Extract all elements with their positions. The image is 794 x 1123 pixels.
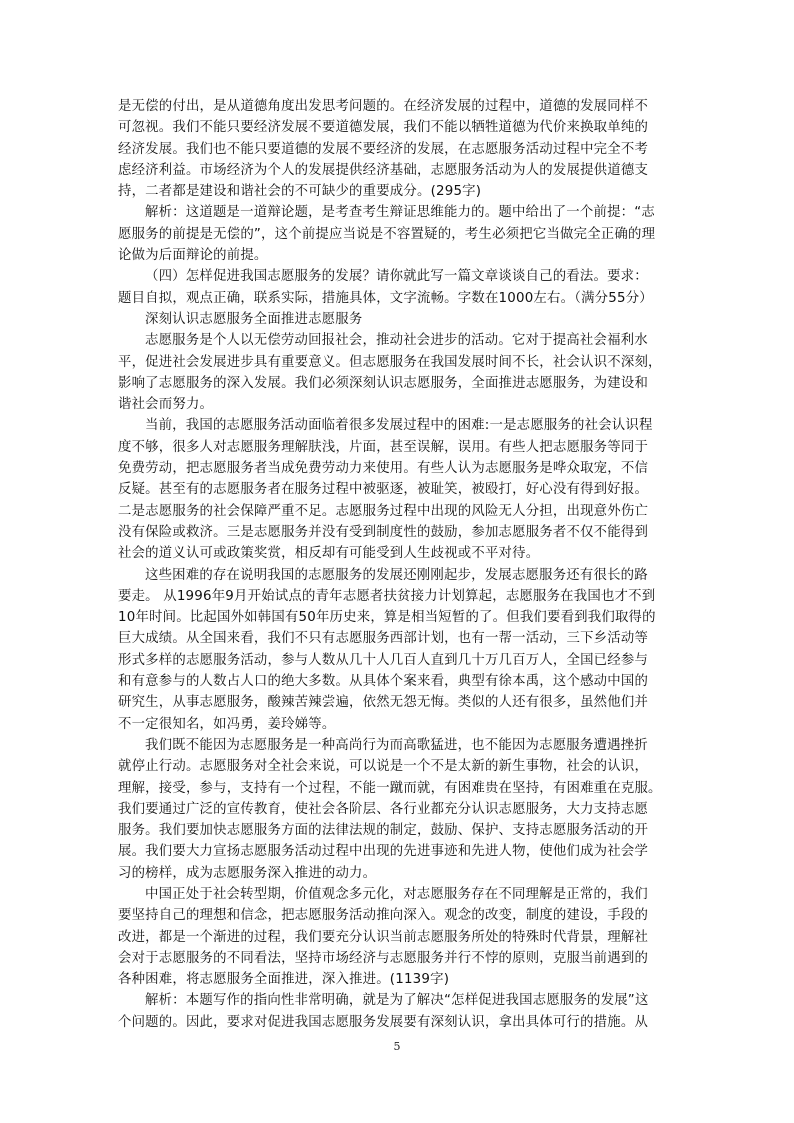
text-line: 社会的道义认可或政策奖赏，相反却有可能受到人生歧视或不平对待。 bbox=[118, 546, 540, 562]
text-line: 深刻认识志愿服务全面推进志愿服务 bbox=[145, 311, 363, 327]
text-line: 要走。 从1996年9月开始试点的青年志愿者扶贫接力计划算起，志愿服务在我国也才不到 bbox=[118, 588, 656, 604]
text-line: 展。我们要大力宣扬志愿服务活动过程中出现的先进事迹和先进人物，使他们成为社会学 bbox=[118, 844, 649, 860]
text-line: 没有保险或救济。三是志愿服务并没有受到制度性的鼓励，参加志愿服务者不仅不能得到 bbox=[118, 524, 649, 540]
text-line: 影响了志愿服务的深入发展。我们必须深刻认识志愿服务，全面推进志愿服务，为建设和 bbox=[118, 375, 649, 391]
page-body bbox=[118, 96, 674, 1033]
text-line: 是无偿的付出，是从道德角度出发思考问题的。在经济发展的过程中，道德的发展同样不 bbox=[118, 99, 649, 114]
text-line: 谐社会而努力。 bbox=[118, 397, 214, 413]
text-line: 10年时间。比起国外如韩国有50年历史来，算是相当短暂的了。但我们要看到我们取得的 bbox=[118, 610, 656, 626]
text-line: 会对于志愿服务的不同看法，坚持市场经济与志愿服务并行不悖的原则，克服当前遇到的 bbox=[118, 950, 649, 966]
text-line: 持，二者都是建设和谐社会的不可缺少的重要成分。(295字) bbox=[118, 184, 482, 200]
text-line: （四）怎样促进我国志愿服务的发展？请你就此写一篇文章谈谈自己的看法。要求： bbox=[145, 269, 648, 285]
text-line: 题目自拟，观点正确，联系实际，措施具体，文字流畅。字数在1000左右。（满分55分） bbox=[118, 290, 653, 306]
text-line: 理解，接受，参与，支持有一个过程，不能一蹴而就，有困难贵在坚持，有困难重在克服。 bbox=[118, 780, 662, 796]
text-line: 我们要通过广泛的宣传教育，使社会各阶层、各行业都充分认识志愿服务，大力支持志愿 bbox=[118, 801, 649, 817]
text-line: 免费劳动，把志愿服务者当成免费劳动力来使用。有些人认为志愿服务是哗众取宠，不信 bbox=[118, 461, 649, 477]
page-number: 5 bbox=[393, 1040, 401, 1053]
text-line: 愿服务的前提是无偿的”，这个前提应当说是不容置疑的，考生必须把它当做完全正确的理 bbox=[118, 226, 656, 242]
text-line: 可忽视。我们不能只要经济发展不要道德发展，我们不能以牺牲道德为代价来换取单纯的 bbox=[118, 120, 649, 136]
text-line: 不一定很知名，如冯勇，姜玲娣等。 bbox=[118, 716, 336, 732]
text-line: 形式多样的志愿服务活动，参与人数从几十人几百人直到几十万几百万人，全国已经参与 bbox=[118, 652, 649, 668]
text-line: 巨大成绩。从全国来看，我们不只有志愿服务西部计划，也有一帮一活动，三下乡活动等 bbox=[118, 631, 649, 647]
text-line: 中国正处于社会转型期，价值观念多元化，对志愿服务存在不同理解是正常的，我们 bbox=[145, 886, 648, 902]
text-line: 和有意参与的人数占人口的绝大多数。从具体个案来看，典型有徐本禹，这个感动中国的 bbox=[118, 674, 649, 690]
text-line: 我们既不能因为志愿服务是一种高尚行为而高歌猛进，也不能因为志愿服务遭遇挫折 bbox=[145, 737, 648, 753]
text-line: 二是志愿服务的社会保障严重不足。志愿服务过程中出现的风险无人分担，出现意外伤亡 bbox=[118, 503, 649, 519]
text-line: 解析：这道题是一道辩论题，是考查考生辩证思维能力的。题中给出了一个前提：“志 bbox=[145, 205, 655, 221]
text-line: 研究生，从事志愿服务，酸辣苦辣尝遍，依然无怨无悔。类似的人还有很多，虽然他们并 bbox=[118, 695, 649, 711]
text-line: 要坚持自己的理想和信念，把志愿服务活动推向深入。观念的改变，制度的建设，手段的 bbox=[118, 908, 649, 924]
text-line: 经济发展。我们也不能只要道德的发展不要经济的发展，在志愿服务活动过程中完全不考 bbox=[118, 141, 649, 157]
text-line: 解析：本题写作的指向性非常明确，就是为了解决“怎样促进我国志愿服务的发展”这 bbox=[145, 993, 649, 1009]
text-line: 这些困难的存在说明我国的志愿服务的发展还刚刚起步，发展志愿服务还有很长的路 bbox=[145, 567, 648, 583]
text-line: 论做为后面辩论的前提。 bbox=[118, 248, 268, 264]
text-line: 服务。我们要加快志愿服务方面的法律法规的制定，鼓励、保护、支持志愿服务活动的开 bbox=[118, 823, 649, 839]
text-line: 各种困难，将志愿服务全面推进，深入推进。(1139字) bbox=[118, 972, 450, 988]
text-line: 就停止行动。志愿服务对全社会来说，可以说是一个不是太新的新生事物，社会的认识， bbox=[118, 759, 649, 775]
text-line: 反疑。甚至有的志愿服务者在服务过程中被驱逐，被耻笑，被殴打，好心没有得到好报。 bbox=[118, 482, 649, 498]
text-line: 平，促进社会发展进步具有重要意义。但志愿服务在我国发展时间不长，社会认识不深刻， bbox=[118, 354, 662, 370]
text-line: 虑经济利益。市场经济为个人的发展提供经济基础，志愿服务活动为人的发展提供道德支 bbox=[118, 162, 649, 178]
text-line: 当前，我国的志愿服务活动面临着很多发展过程中的困难:一是志愿服务的社会认识程 bbox=[145, 418, 653, 434]
text-line: 度不够，很多人对志愿服务理解肤浅，片面，甚至误解，误用。有些人把志愿服务等同于 bbox=[118, 439, 649, 455]
text-line: 习的榜样，成为志愿服务深入推进的动力。 bbox=[118, 865, 377, 881]
text-line: 志愿服务是个人以无偿劳动回报社会，推动社会进步的活动。它对于提高社会福利水 bbox=[145, 333, 648, 349]
text-line: 个问题的。因此，要求对促进我国志愿服务发展要有深刻认识，拿出具体可行的措施。从 bbox=[118, 1014, 649, 1030]
text-line: 改进，都是一个渐进的过程，我们要充分认识当前志愿服务所处的特殊时代背景，理解社 bbox=[118, 929, 649, 945]
